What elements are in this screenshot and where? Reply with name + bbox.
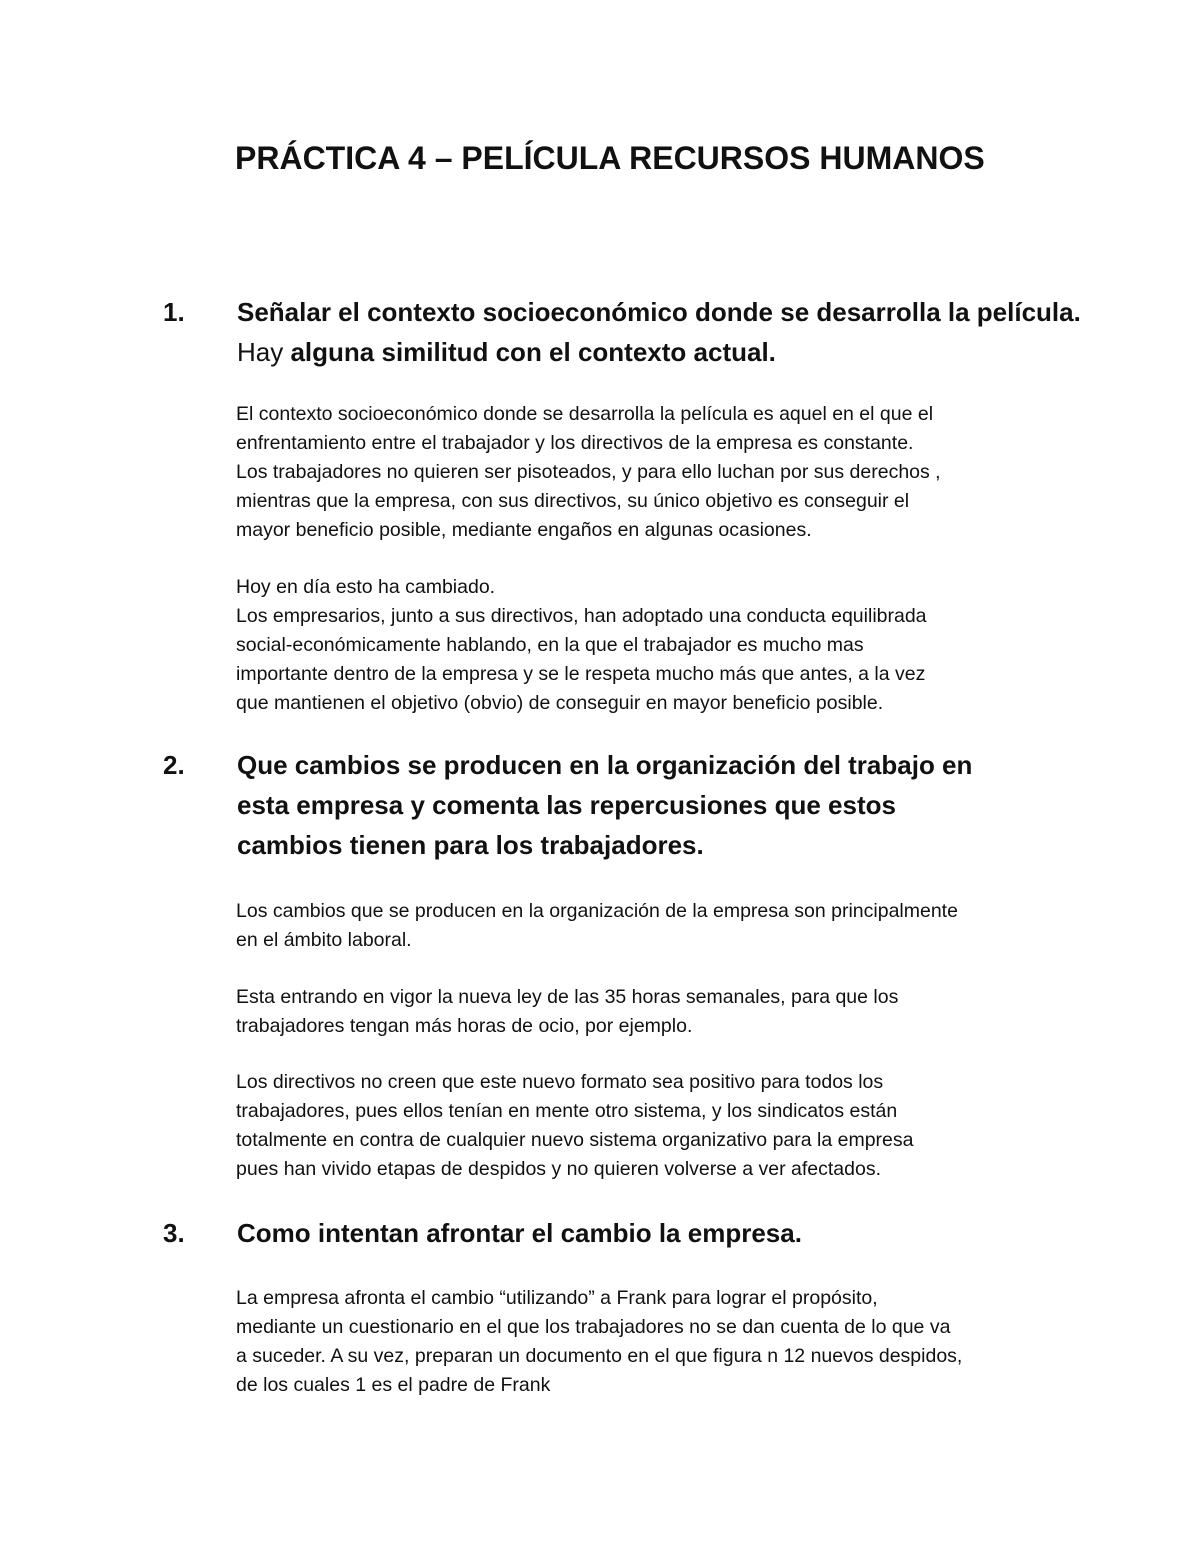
section-2-paragraph-3 bbox=[236, 1068, 1056, 1184]
paragraph-line: de los cuales 1 es el padre de Frank bbox=[236, 1374, 551, 1396]
heading-line: Que cambios se producen en la organización del trabajo en bbox=[237, 750, 973, 780]
heading-line: esta empresa y comenta las repercusiones que estos bbox=[237, 790, 896, 820]
section-2-paragraph-2 bbox=[236, 983, 1056, 1041]
section-2-number: 2. bbox=[163, 750, 185, 780]
document-title: PRÁCTICA 4 – PELÍCULA RECURSOS HUMANOS bbox=[235, 140, 985, 176]
section-2-paragraph-1 bbox=[236, 897, 1056, 955]
paragraph-line: Hoy en día esto ha cambiado. bbox=[236, 576, 496, 598]
heading-line: Como intentan afrontar el cambio la empresa. bbox=[237, 1218, 802, 1248]
section-1-heading-text bbox=[237, 292, 1081, 372]
section-3-heading bbox=[163, 1213, 1043, 1253]
section-1-paragraph-2 bbox=[236, 573, 1056, 718]
paragraph-line: mediante un cuestionario en el que los trabajadores no se dan cuenta de lo que va bbox=[236, 1316, 951, 1338]
paragraph-line: El contexto socioeconómico donde se desarrolla la película es aquel en el que el bbox=[236, 403, 934, 425]
paragraph-line: La empresa afronta el cambio “utilizando” a Frank para lograr el propósito, bbox=[236, 1287, 878, 1309]
section-1-heading-part-2: Hay bbox=[237, 337, 291, 367]
paragraph-line: Los empresarios, junto a sus directivos, han adoptado una conducta equilibrada bbox=[236, 605, 927, 627]
paragraph-line: totalmente en contra de cualquier nuevo sistema organizativo para la empresa bbox=[236, 1129, 914, 1151]
paragraph-line: a suceder. A su vez, preparan un documento en el que figura n 12 nuevos despidos, bbox=[236, 1345, 963, 1367]
paragraph-line: enfrentamiento entre el trabajador y los directivos de la empresa es constante. bbox=[236, 432, 914, 454]
paragraph-line: Esta entrando en vigor la nueva ley de las 35 horas semanales, para que los bbox=[236, 986, 899, 1008]
paragraph-line: trabajadores tengan más horas de ocio, por ejemplo. bbox=[236, 1015, 693, 1037]
heading-line: cambios tienen para los trabajadores. bbox=[237, 830, 704, 860]
paragraph-line: Los directivos no creen que este nuevo formato sea positivo para todos los bbox=[236, 1071, 884, 1093]
paragraph-line: mientras que la empresa, con sus directivos, su único objetivo es conseguir el bbox=[236, 490, 910, 512]
section-1-heading bbox=[163, 292, 1081, 372]
paragraph-line: en el ámbito laboral. bbox=[236, 929, 412, 951]
section-3-heading-text bbox=[237, 1213, 1027, 1253]
section-3-number: 3. bbox=[163, 1218, 185, 1248]
paragraph-line: social-económicamente hablando, en la que el trabajador es mucho mas bbox=[236, 634, 864, 656]
section-3-paragraph-1 bbox=[236, 1284, 1056, 1400]
paragraph-line: que mantienen el objetivo (obvio) de conseguir en mayor beneficio posible. bbox=[236, 692, 884, 714]
section-1-number: 1. bbox=[163, 297, 185, 327]
section-1-heading-part-3: alguna similitud con el contexto actual. bbox=[290, 337, 776, 367]
section-2-heading bbox=[163, 745, 1043, 865]
paragraph-line: Los trabajadores no quieren ser pisoteados, y para ello luchan por sus derechos , bbox=[236, 461, 941, 483]
paragraph-line: mayor beneficio posible, mediante engaños en algunas ocasiones. bbox=[236, 519, 812, 541]
section-1-paragraph-1 bbox=[236, 400, 1056, 545]
section-1-heading-part-1: Señalar el contexto socioeconómico donde se desarrolla la película. bbox=[237, 297, 1081, 327]
paragraph-line: pues han vivido etapas de despidos y no quieren volverse a ver afectados. bbox=[236, 1158, 881, 1180]
section-2-heading-text bbox=[237, 745, 1027, 865]
paragraph-line: importante dentro de la empresa y se le respeta mucho más que antes, a la vez bbox=[236, 663, 926, 685]
paragraph-line: trabajadores, pues ellos tenían en mente otro sistema, y los sindicatos están bbox=[236, 1100, 898, 1122]
paragraph-line: Los cambios que se producen en la organización de la empresa son principalmente bbox=[236, 900, 958, 922]
